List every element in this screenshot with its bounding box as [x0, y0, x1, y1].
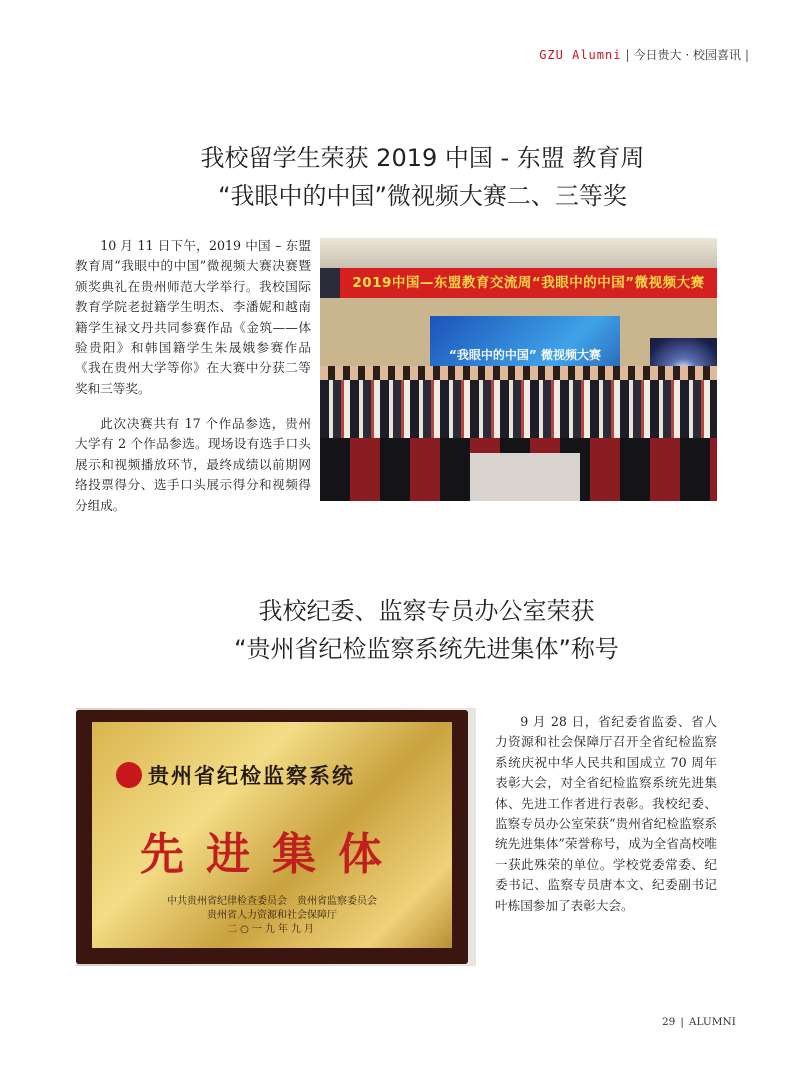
article1-title-line2: “我眼中的中国”微视频大赛二、三等奖	[218, 182, 627, 210]
plaque-issuer-1: 中共贵州省纪律检查委员会 贵州省监察委员会	[167, 896, 377, 907]
article2-title	[30, 592, 793, 668]
event-group-photo	[320, 238, 717, 501]
photo-ceiling	[320, 238, 717, 268]
header-brand: GZU Alumni	[539, 48, 622, 62]
header-separator: |	[625, 48, 630, 62]
plaque-issuer-2: 贵州省人力资源和社会保障厅	[207, 910, 337, 921]
article2-paragraph: 9 月 28 日，省纪委省监委、省人力资源和社会保障厅召开全省纪检监察系统庆祝中华人民共和国成立 70 周年表彰大会，对全省纪检监察系统先进集体、先进工作者进行表彰。我校纪委、监察专员办公室荣获“贵州省纪检监察系统先进集体”荣誉称号，成为全省高校唯一获此殊荣的单位。学校党委常委、纪委书记、监察专员唐本文、纪委副书记叶栋国参加了表彰大会。	[495, 714, 717, 913]
plaque-award-title: 先进集体	[140, 829, 404, 880]
award-plaque-photo	[76, 708, 476, 966]
header-separator-end: |	[744, 48, 749, 62]
aisle-floor	[470, 453, 580, 501]
header-section: 今日贵大 · 校园喜讯	[633, 48, 741, 62]
article1-title-line1: 我校留学生荣获 2019 中国 - 东盟 教育周	[200, 144, 645, 172]
footer-label: ALUMNI	[688, 1016, 736, 1028]
plaque-organization: 贵州省纪检监察系统	[148, 763, 355, 788]
plaque-date: 二○一九年九月	[227, 924, 317, 935]
party-emblem-icon	[116, 762, 142, 788]
event-banner: 2019中国—东盟教育交流周“我眼中的中国”微视频大赛	[340, 268, 717, 298]
article2-title-line1: 我校纪委、监察专员办公室荣获	[258, 597, 595, 625]
group-heads	[320, 366, 717, 380]
article1-title	[26, 139, 793, 215]
page-footer	[662, 1016, 736, 1028]
running-header	[539, 46, 753, 63]
article1-paragraph-1: 10 月 11 日下午，2019 中国 – 东盟教育周“我眼中的中国”微视频大赛决赛暨颁奖典礼在贵州师范大学举行。我校国际教育学院老挝籍学生明杰、李潘妮和越南籍学生禄文丹共同参赛作品《金筑——体验贵阳》和韩国籍学生朱晟娥参赛作品《我在贵州大学等你》在大赛中分获二等奖和三等奖。	[75, 238, 311, 396]
article2-title-line2: “贵州省纪检监察系统先进集体”称号	[234, 635, 619, 663]
screen-title: “我眼中的中国” 微视频大赛	[449, 348, 601, 362]
footer-separator: |	[680, 1016, 684, 1028]
page-number: 29	[662, 1016, 676, 1028]
article1-paragraph-2: 此次决赛共有 17 个作品参选，贵州大学有 2 个作品参选。现场设有选手口头展示和视频播放环节，最终成绩以前期网络投票得分、选手口头展示得分和视频得分组成。	[75, 416, 311, 513]
